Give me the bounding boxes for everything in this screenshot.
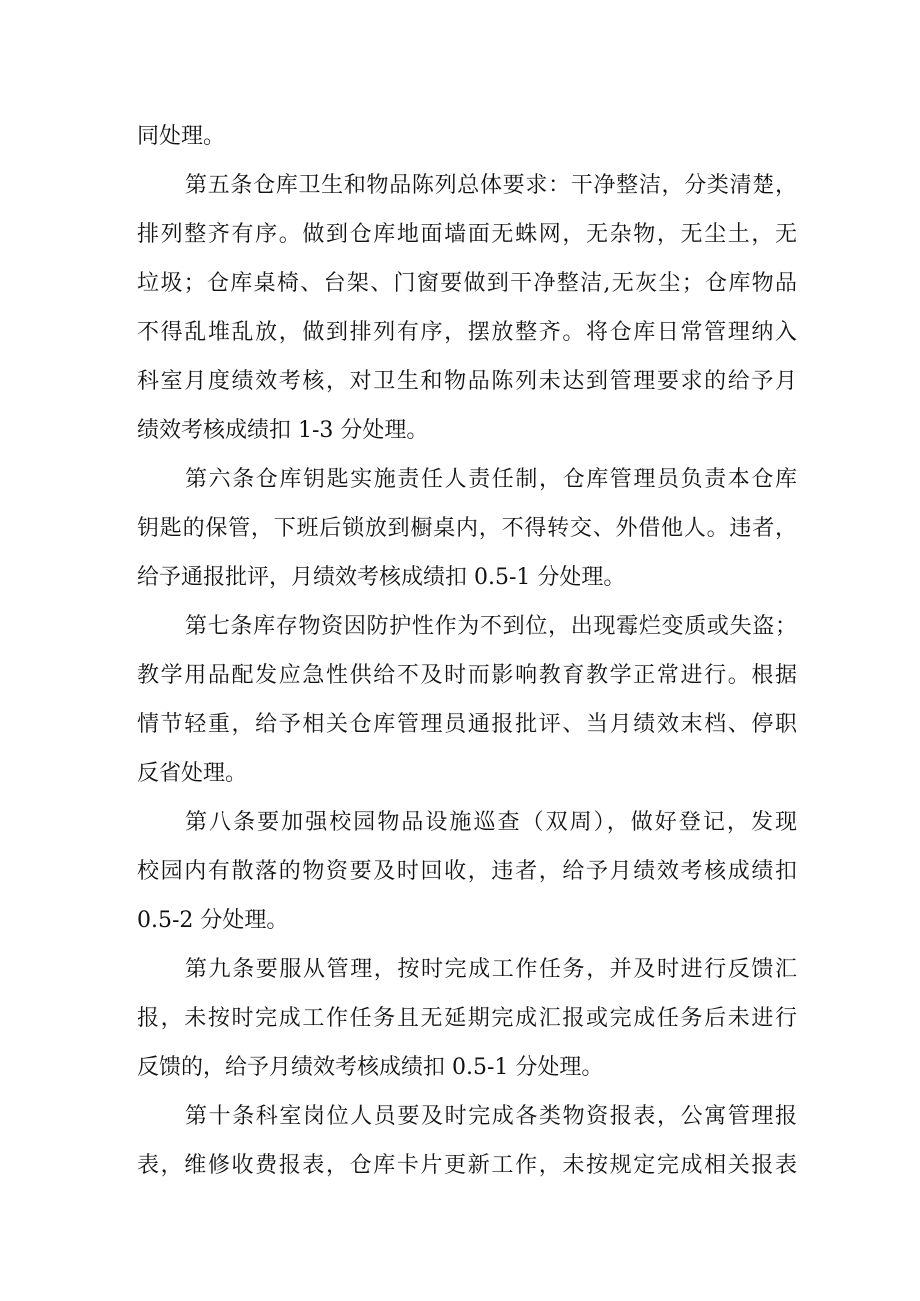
- text-line: 第九条要服从管理，按时完成工作任务，并及时进行反馈汇: [185, 957, 797, 982]
- paragraph-article-8: [137, 798, 797, 945]
- text-line: 第八条要加强校园物品设施巡查（双周），做好登记，发现: [185, 810, 797, 835]
- text-line: 第十条科室岗位人员要及时完成各类物资报表，公寓管理报: [185, 1104, 797, 1129]
- paragraph-article-7: [137, 602, 797, 798]
- text-line: 垃圾；仓库桌椅、台架、门窗要做到干净整洁,无灰尘；仓库物品: [137, 271, 797, 296]
- text-line: 校园内有散落的物资要及时回收，违者，给予月绩效考核成绩扣: [137, 859, 797, 884]
- text-line: 情节轻重，给予相关仓库管理员通报批评、当月绩效末档、停职: [137, 712, 797, 737]
- text-line: 反馈的，给予月绩效考核成绩扣 0.5-1 分处理。: [137, 1055, 604, 1080]
- text-line: 给予通报批评，月绩效考核成绩扣 0.5-1 分处理。: [137, 565, 626, 590]
- text-line: 表，维修收费报表，仓库卡片更新工作，未按规定完成相关报表: [137, 1153, 797, 1178]
- paragraph-article-6: [137, 455, 797, 602]
- text-line: 教学用品配发应急性供给不及时而影响教育教学正常进行。根据: [137, 663, 797, 688]
- text-line: 钥匙的保管，下班后锁放到橱桌内，不得转交、外借他人。违者，: [137, 516, 797, 541]
- text-line: 不得乱堆乱放，做到排列有序，摆放整齐。将仓库日常管理纳入: [137, 320, 797, 345]
- text-line: 第七条库存物资因防护性作为不到位，出现霉烂变质或失盗；: [185, 614, 797, 639]
- paragraph-article-10: [137, 1092, 797, 1190]
- text-line: 第五条仓库卫生和物品陈列总体要求：干净整洁，分类清楚，: [185, 173, 797, 198]
- paragraph-article-9: [137, 945, 797, 1092]
- text-line: 同处理。: [137, 124, 226, 149]
- text-line: 第六条仓库钥匙实施责任人责任制，仓库管理员负责本仓库: [185, 467, 797, 492]
- text-line: 绩效考核成绩扣 1-3 分处理。: [137, 418, 429, 443]
- text-line: 科室月度绩效考核，对卫生和物品陈列未达到管理要求的给予月: [137, 369, 797, 394]
- text-line: 排列整齐有序。做到仓库地面墙面无蛛网，无杂物，无尘土，无: [137, 222, 797, 247]
- text-line: 报，未按时完成工作任务且无延期完成汇报或完成任务后未进行: [137, 1006, 797, 1031]
- document-body: [137, 112, 797, 1190]
- paragraph-article-5: [137, 161, 797, 455]
- paragraph-continuation: [137, 112, 797, 161]
- text-line: 0.5-2 分处理。: [137, 908, 289, 933]
- text-line: 反省处理。: [137, 761, 248, 786]
